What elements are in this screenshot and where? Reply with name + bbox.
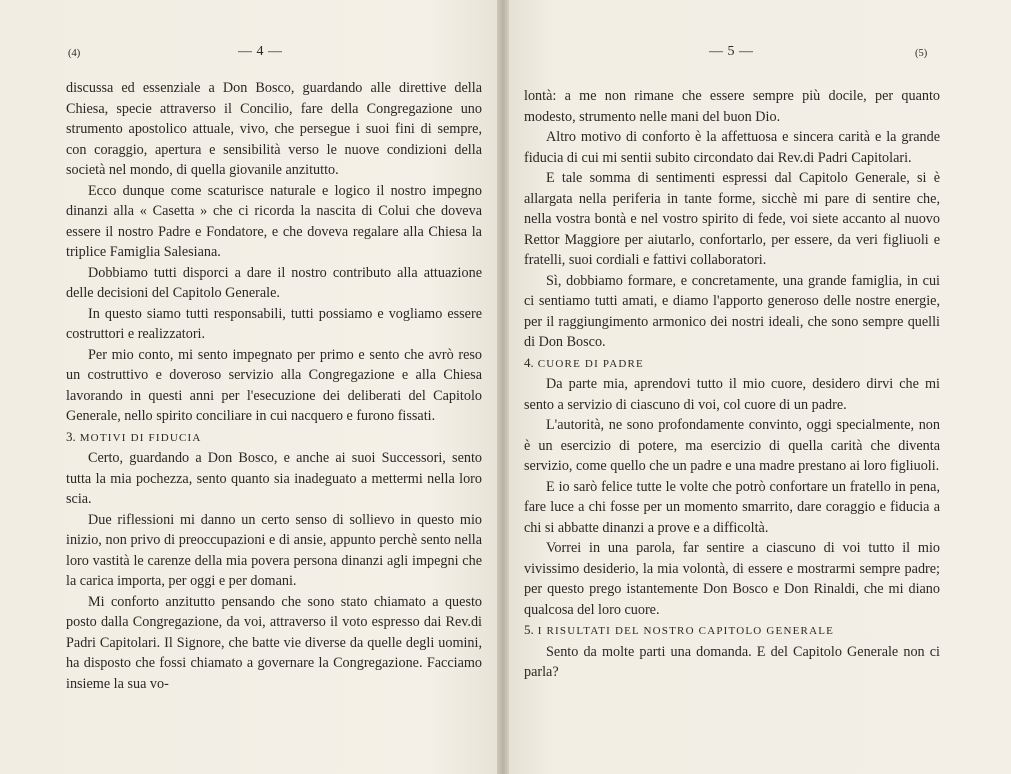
paragraph: Sì, dobbiamo formare, e concretamente, una grande famiglia, in cui ci sentiamo tutti amati, e diamo l'apporto generoso delle nostre energie, per il raggiungimento armonico dei nostri ideali, che sono sempre quelli di Don Bosco. [524,272,940,350]
paragraph: Sento da molte parti una domanda. E del Capitolo Generale non ci parla? [524,643,940,680]
section-number: 5. [524,622,534,637]
paragraph: L'autorità, ne sono profondamente convinto, oggi specialmente, non è un esercizio di potere, ma esercizio di quella carità che diventa servizio, come quello che un padre e una madre prestano ai loro figliuoli. [524,417,940,474]
section-number: 3. [66,428,76,444]
paragraph: Certo, guardando a Don Bosco, e anche ai suoi Successori, sento tutta la mia pochezza, sento quanto sia inadeguato a mettermi nella loro scia. [66,450,482,507]
section-title: I RISULTATI DEL NOSTRO CAPITOLO GENERALE [537,625,835,637]
paragraph: E io sarò felice tutte le volte che potrò confortare un fratello in pena, fare luce a chi fosse per un momento smarrito, dare coraggio e fiducia a chi si abbatte dinanzi a prove e a difficoltà. [524,478,940,536]
section-heading-3 [66,427,482,449]
running-head-left: — 4 — [238,44,283,59]
right-page [503,0,1011,774]
paragraph: Altro motivo di conforto è la affettuosa e sincera carità e la grande fiducia di cui mi sentii subito circondato dai Rev.di Padri Capitolari. [524,129,940,166]
running-head-right: — 5 — [709,44,754,59]
section-heading-5 [524,620,940,642]
section-title: CUORE DI PADRE [537,357,644,370]
paragraph: Per mio conto, mi sento impegnato per primo e sento che avrò reso un costruttivo e doveroso servizio alla Congregazione e alla Chiesa lavorando in questi anni per l'esecuzione dei deliberati del Capitolo Generale, nello spirito conciliare in cui nacquero e furono fissati. [66,346,482,424]
paragraph: In questo siamo tutti responsabili, tutti possiamo e vogliamo essere costruttori e realizzatori. [66,305,482,342]
paragraph: Ecco dunque come scaturisce naturale e logico il nostro impegno dinanzi alla « Casetta » che ci ricorda la nascita di Colui che doveva essere il nostro Padre e Fondatore, e che doveva regalare alla Chiesa la triplice Famiglia Salesiana. [66,182,482,260]
paragraph: lontà: a me non rimane che essere sempre più docile, per quanto modesto, strumento nelle mani del buon Dio. [524,88,940,125]
section-heading-4 [524,353,940,375]
book-gutter [497,0,509,774]
section-title: MOTIVI DI FIDUCIA [79,431,202,444]
page-number-right: (5) [915,48,928,59]
paragraph: discussa ed essenziale a Don Bosco, guardando alle direttive della Chiesa, specie attraverso il Concilio, fare della Congregazione uno strumento apostolico attuale, vivo, che persegue i suoi fini di sempre, con coraggio, apertura e sensibilità verso le nuove condizioni della società nel mondo, di quella giovanile anzitutto. [66,80,482,178]
paragraph: Da parte mia, aprendovi tutto il mio cuore, desidero dirvi che mi sento a servizio di ciascuno di voi, col cuore di un padre. [524,376,940,413]
right-page-text [524,86,940,683]
paragraph: Mi conforto anzitutto pensando che sono stato chiamato a questo posto dalla Congregazione, da voi, attraverso il voto espresso dai Rev.di Padri Capitolari. Il Signore, che batte vie diverse da quelle degli uomini, ha disposto che fossi chiamato a governare la Congregazione. Facciamo insieme la sua vo- [66,593,482,692]
left-page-text [66,78,482,694]
section-number: 4. [524,354,534,370]
page-number-left: (4) [68,48,81,59]
left-page [0,0,503,774]
paragraph: Due riflessioni mi danno un certo senso di sollievo in questo mio inizio, non privo di preoccupazioni e di ansie, appunto perchè sento nella loro vastità le carenze della mia povera persona dinanzi agli impegni che la carica importa, per oggi e per domani. [66,511,482,589]
paragraph: Dobbiamo tutti disporci a dare il nostro contributo alla attuazione delle decisioni del Capitolo Generale. [66,264,482,301]
paragraph: E tale somma di sentimenti espressi dal Capitolo Generale, si è allargata nella periferia in tante forme, sicchè mi pare di sentire che, nella vostra bontà e nel vostro spirito di fede, voi siete accanto al nuovo Rettor Maggiore per aiutarlo, confortarlo, per essere, da veri figliuoli e fratelli, suoi cordiali e fattivi collaboratori. [524,170,940,268]
paragraph: Vorrei in una parola, far sentire a ciascuno di voi tutto il mio vivissimo desiderio, la mia volontà, di essere e mostrarmi sempre padre; per questo prego istantemente Don Bosco e Don Rinaldi, che mi diano qualcosa del loro cuore. [524,540,940,618]
